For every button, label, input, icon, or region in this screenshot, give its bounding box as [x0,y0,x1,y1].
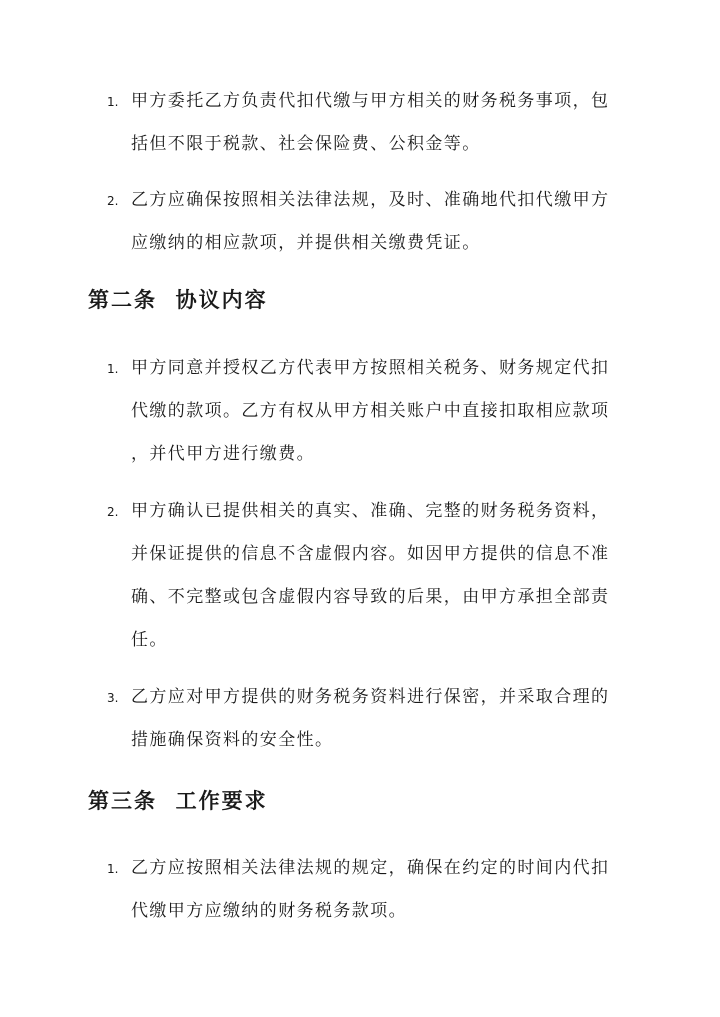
list-item-line: 代缴的款项。乙方有权从甲方相关账户中直接扣取相应款项 [131,401,610,421]
list-item-line: 措施确保资料的安全性。 [131,730,334,750]
list-item-number: 1. [107,95,119,109]
list-item-line: 甲方确认已提供相关的真实、准确、完整的财务税务资料， [131,501,610,521]
list-item-line: ，并代甲方进行缴费。 [131,444,315,464]
list-item-line: 甲方同意并授权乙方代表甲方按照相关税务、财务规定代扣 [131,358,610,378]
list-item-line: 括但不限于税款、社会保险费、公积金等。 [131,134,481,154]
list-item-number: 3. [107,691,119,705]
list-item-line: 乙方应按照相关法律法规的规定，确保在约定的时间内代扣 [131,858,610,878]
section-heading: 第三条 工作要求 [88,789,268,813]
list-item-number: 2. [107,194,119,208]
section-heading: 第二条 协议内容 [88,288,268,312]
list-item-number: 2. [107,505,119,519]
list-item-number: 1. [107,362,119,376]
list-item-line: 应缴纳的相应款项，并提供相关缴费凭证。 [131,233,481,253]
list-item-number: 1. [107,862,119,876]
list-item-line: 乙方应对甲方提供的财务税务资料进行保密，并采取合理的 [131,687,610,707]
list-item-line: 并保证提供的信息不含虚假内容。如因甲方提供的信息不准 [131,544,610,564]
list-item-line: 代缴甲方应缴纳的财务税务款项。 [131,901,407,921]
list-item-line: 任。 [131,630,168,650]
list-item-line: 甲方委托乙方负责代扣代缴与甲方相关的财务税务事项，包 [131,91,610,111]
list-item-line: 乙方应确保按照相关法律法规，及时、准确地代扣代缴甲方 [131,190,610,210]
list-item-line: 确、不完整或包含虚假内容导致的后果，由甲方承担全部责 [131,587,610,607]
